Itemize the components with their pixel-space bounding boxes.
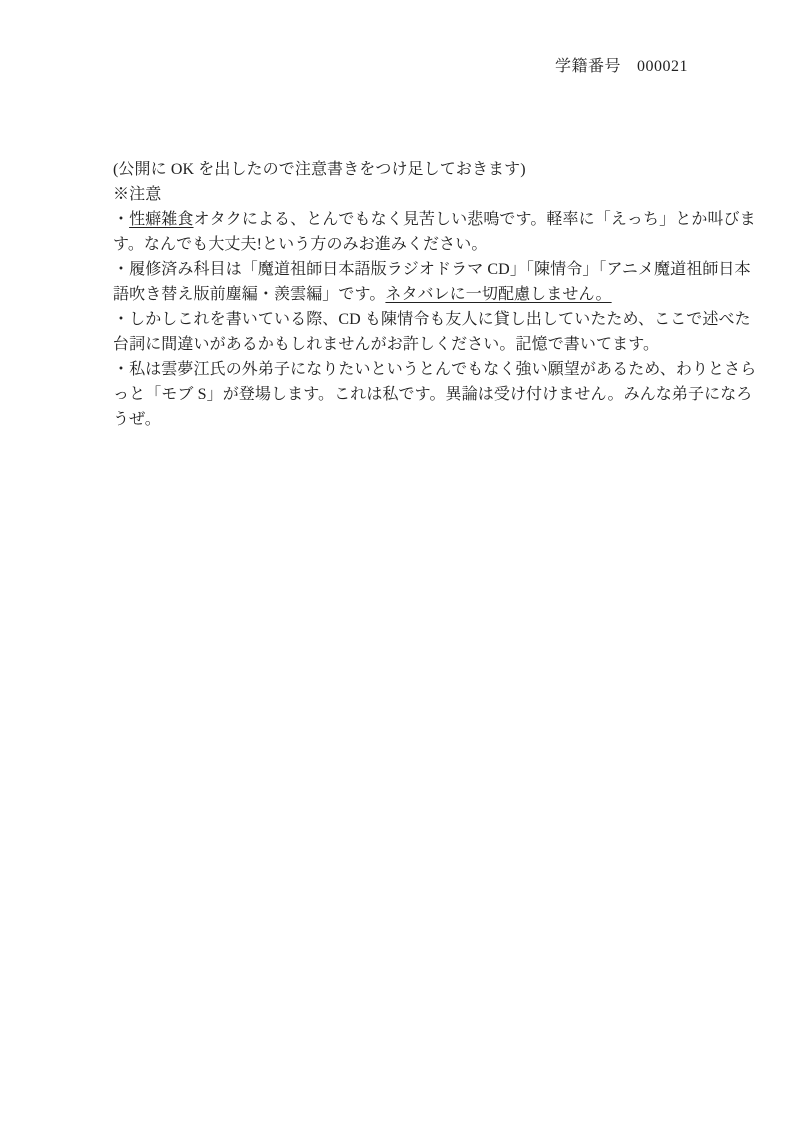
text-segment: ・しかしこれを書いている際、CD も陳情令も友人に貸し出していたため、ここで述べた (113, 311, 751, 328)
document-body (113, 157, 757, 432)
text-segment: 語吹き替え版前塵編・羨雲編」です。 (113, 286, 386, 303)
underlined-text-segment: 性癖雑食 (129, 211, 194, 228)
text-line (113, 307, 751, 332)
text-line (113, 157, 693, 182)
text-segment: ・ (113, 211, 130, 228)
text-segment: (公開に OK を出したので注意書きをつけ足しておきます) (113, 161, 526, 178)
text-segment: オタクによる、とんでもなく見苦しい悲鳴です。軽率に「えっち」とか叫びま (193, 211, 756, 228)
text-segment: ・私は雲夢江氏の外弟子になりたいというとんでもなく強い願望があるため、わりとさら (113, 361, 757, 378)
student-id-header (0, 57, 688, 77)
text-segment: 台詞に間違いがあるかもしれませんがお許しください。記憶で書いてます。 (113, 336, 660, 353)
text-line (113, 332, 693, 357)
text-line (113, 407, 693, 432)
text-segment: ・履修済み科目は「魔道祖師日本語版ラジオドラマ CD」「陳情令」「アニメ魔道祖師日本 (113, 261, 751, 278)
text-line (113, 357, 757, 382)
text-line (113, 232, 693, 257)
text-segment: っと「モブ S」が登場します。これは私です。異論は受け付けません。みんな弟子になろ (113, 386, 753, 403)
body-lines (113, 157, 757, 432)
text-line (113, 257, 751, 282)
text-line (113, 207, 756, 232)
text-segment: ※注意 (113, 186, 162, 203)
text-line (113, 282, 693, 307)
student-id-label: 学籍番号 (554, 58, 621, 75)
student-id-value: 000021 (637, 58, 688, 75)
underlined-text-segment: ネタバレに一切配慮しません。 (385, 286, 612, 303)
text-line (113, 182, 693, 207)
text-segment: うぜ。 (113, 411, 161, 428)
text-line (113, 382, 753, 407)
text-segment: す。なんでも大丈夫!という方のみお進みください。 (113, 236, 488, 253)
